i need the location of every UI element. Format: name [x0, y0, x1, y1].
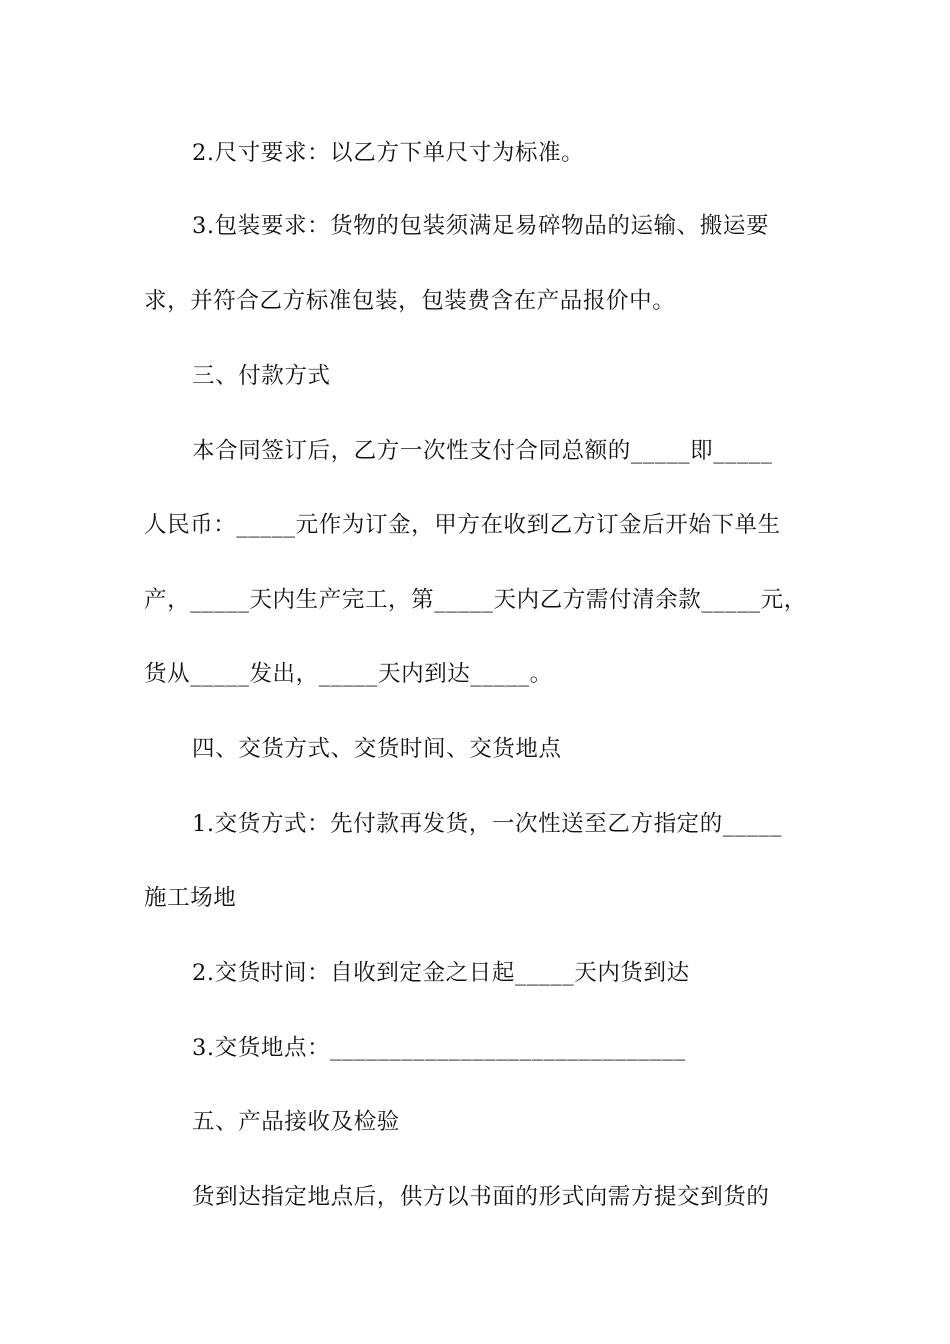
clause-packaging-continued: 求，并符合乙方标准包装，包装费含在产品报价中。	[144, 288, 676, 314]
clause-delivery-method-continued: 施工场地	[144, 885, 237, 911]
payment-paragraph-line-2: 人民币：_____元作为订金，甲方在收到乙方订金后开始下单生	[144, 512, 781, 538]
section-heading-payment: 三、付款方式	[192, 363, 331, 389]
section-heading-acceptance: 五、产品接收及检验	[192, 1109, 400, 1135]
section-heading-delivery: 四、交货方式、交货时间、交货地点	[192, 736, 562, 762]
clause-packaging-requirement: 3.包装要求：货物的包装须满足易碎物品的运输、搬运要	[192, 213, 770, 239]
clause-size-requirement: 2.尺寸要求：以乙方下单尺寸为标准。	[192, 140, 585, 166]
payment-paragraph-line-1: 本合同签订后，乙方一次性支付合同总额的_____即_____	[192, 438, 773, 464]
clause-delivery-method: 1.交货方式：先付款再发货，一次性送至乙方指定的_____	[192, 811, 783, 837]
payment-paragraph-line-4: 货从_____发出，_____天内到达_____。	[144, 661, 553, 687]
clause-delivery-location: 3.交货地点：______________________________	[192, 1035, 686, 1061]
clause-delivery-time: 2.交货时间：自收到定金之日起_____天内货到达	[192, 960, 690, 986]
payment-paragraph-line-3: 产，_____天内生产完工，第_____天内乙方需付清余款_____元，	[144, 587, 807, 613]
acceptance-paragraph-line-1: 货到达指定地点后，供方以书面的形式向需方提交到货的	[192, 1184, 770, 1210]
